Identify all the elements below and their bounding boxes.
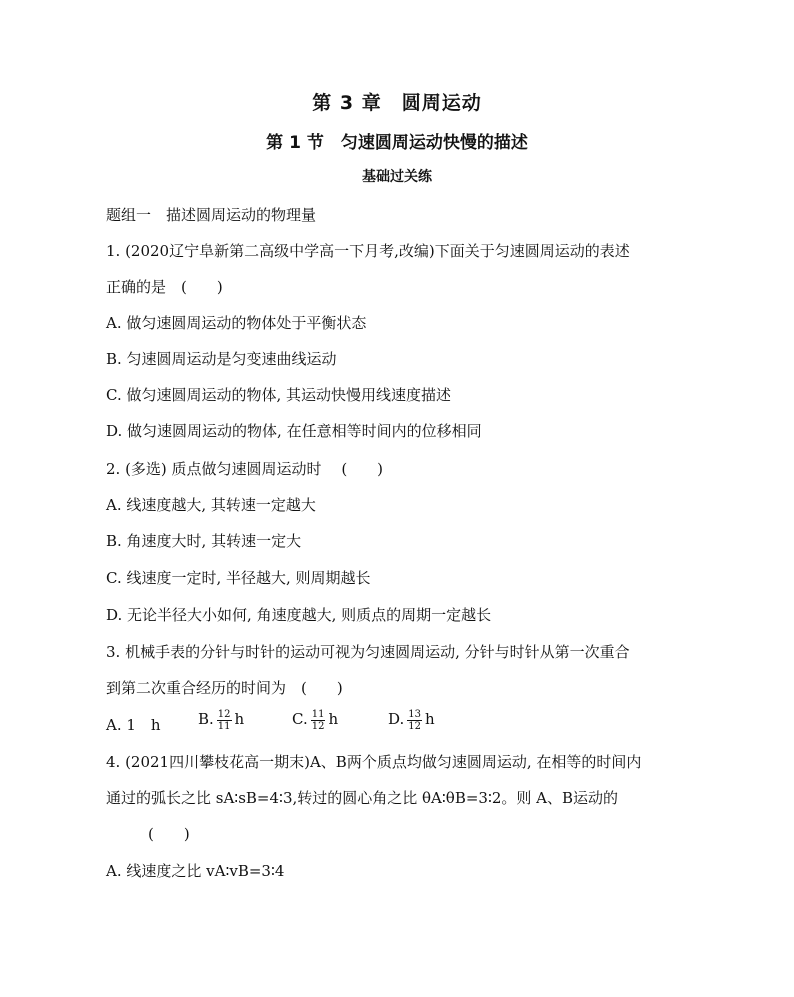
unit-label: h <box>328 710 339 728</box>
q2-option-c: C. 线速度一定时, 半径越大, 则周期越长 <box>106 569 371 587</box>
fraction-denominator: 12 <box>408 720 421 732</box>
q3-option-b <box>198 708 244 732</box>
q3-option-b-fraction <box>217 709 232 732</box>
q3-option-c-fraction <box>311 709 326 732</box>
q1-option-a: A. 做匀速圆周运动的物体处于平衡状态 <box>106 314 367 332</box>
q2-option-d: D. 无论半径大小如何, 角速度越大, 则质点的周期一定越长 <box>106 606 492 624</box>
q2-option-b: B. 角速度大时, 其转速一定大 <box>106 532 302 550</box>
q1-option-b: B. 匀速圆周运动是匀变速曲线运动 <box>106 350 337 368</box>
q4-stem-line1: 4. (2021四川攀枝花高一期末)A、B两个质点均做匀速圆周运动, 在相等的时间内 <box>106 753 642 771</box>
q1-option-d: D. 做匀速圆周运动的物体, 在任意相等时间内的位移相同 <box>106 422 482 440</box>
q2-option-a: A. 线速度越大, 其转速一定越大 <box>106 496 316 514</box>
fraction-denominator: 12 <box>311 720 325 732</box>
q1-option-c: C. 做匀速圆周运动的物体, 其运动快慢用线速度描述 <box>106 386 452 404</box>
chapter-title: 第 3 章 圆周运动 <box>312 92 482 114</box>
q1-stem-line2: 正确的是 ( ) <box>106 278 223 296</box>
q3-option-d <box>388 708 435 732</box>
q4-stem-line2: 通过的弧长之比 sA∶sB=4∶3,转过的圆心角之比 θA∶θB=3∶2。则 A、B运动的 <box>106 789 619 807</box>
q3-stem-line1: 3. 机械手表的分针与时针的运动可视为匀速圆周运动, 分针与时针从第一次重合 <box>106 643 630 661</box>
q3-option-c <box>292 708 338 732</box>
q3-stem-line2: 到第二次重合经历的时间为 ( ) <box>106 679 343 697</box>
fraction-denominator: 11 <box>217 720 231 732</box>
unit-label: h <box>234 710 245 728</box>
q2-stem: 2. (多选) 质点做匀速圆周运动时 ( ) <box>106 460 384 478</box>
q1-stem-line1: 1. (2020辽宁阜新第二高级中学高一下月考,改编)下面关于匀速圆周运动的表述 <box>106 242 630 260</box>
q3-option-d-label: D. <box>388 710 405 728</box>
q4-option-a: A. 线速度之比 vA∶vB=3∶4 <box>106 862 285 880</box>
q4-stem-line3: ( ) <box>148 825 190 843</box>
subsection-title: 基础过关练 <box>362 169 432 185</box>
q3-option-a: A. 1 h <box>106 716 161 734</box>
fraction-numerator: 12 <box>217 708 231 720</box>
q3-option-b-label: B. <box>198 710 214 728</box>
group-title: 题组一 描述圆周运动的物理量 <box>106 206 317 224</box>
q3-option-d-fraction <box>407 709 422 732</box>
unit-label: h <box>425 710 435 728</box>
fraction-numerator: 13 <box>408 708 421 720</box>
q3-option-c-label: C. <box>292 710 308 728</box>
fraction-numerator: 11 <box>311 708 325 720</box>
section-title: 第 1 节 匀速圆周运动快慢的描述 <box>266 133 528 153</box>
